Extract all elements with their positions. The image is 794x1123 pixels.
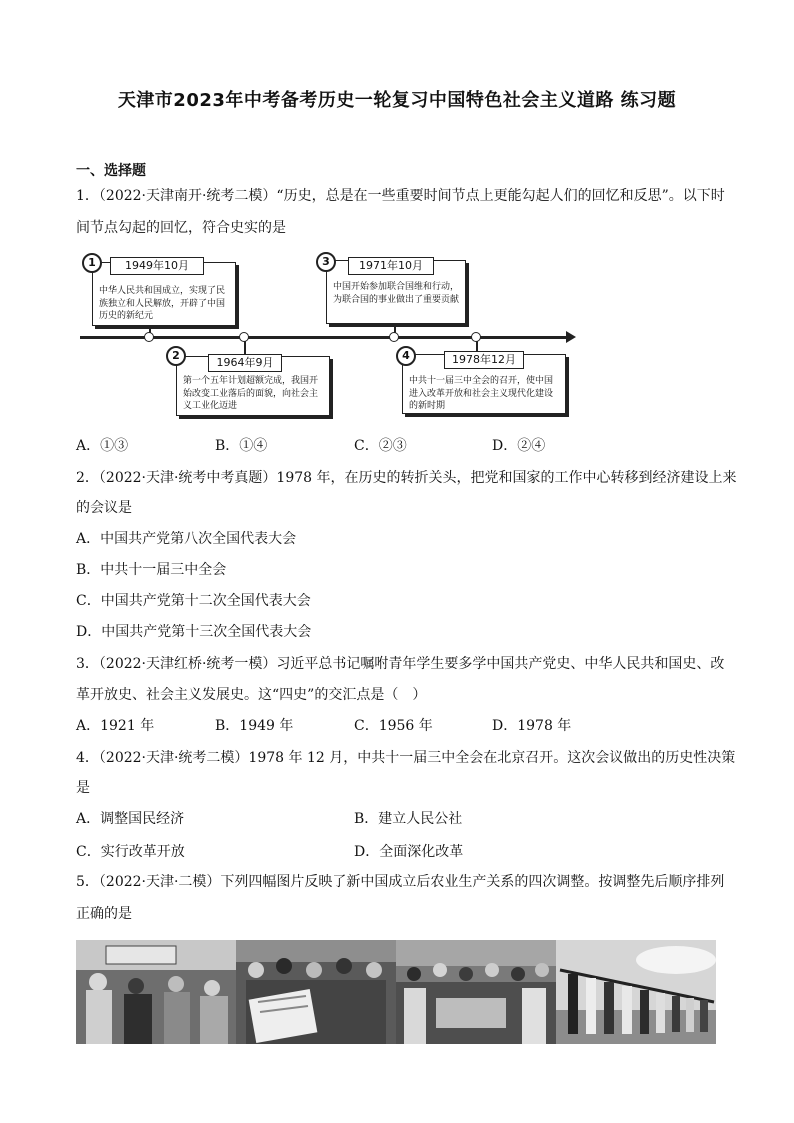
q4-option-d[interactable]: D．全面深化改革 (354, 844, 464, 860)
event-4-text: 中共十一届三中全会的召开，使中国进入改革开放和社会主义现代化建设的新时期 (409, 376, 554, 411)
q2-option-c[interactable]: C．中国共产党第十二次全国代表大会 (76, 593, 311, 609)
q3-stem-line2: 革开放史、社会主义发展史。这“四史”的交汇点是（ ） (76, 687, 427, 703)
event-1-text: 中华人民共和国成立，实现了民族独立和人民解放，开辟了中国历史的新纪元 (99, 286, 226, 321)
timeline-arrow-icon (566, 331, 576, 343)
q4-stem-line2: 是 (76, 780, 90, 796)
q4-option-b[interactable]: B．建立人民公社 (354, 811, 463, 827)
event-2-text: 第一个五年计划超额完成，我国开始改变工业落后的面貌，向社会主义工业化迈进 (183, 376, 319, 411)
q1-stem-line2: 间节点勾起的回忆，符合史实的是 (76, 220, 286, 236)
q1-option-b[interactable]: B．①④ (215, 438, 268, 454)
event-3-number-badge: 3 (316, 252, 336, 272)
q2-option-d[interactable]: D．中国共产党第十三次全国代表大会 (76, 624, 312, 640)
timeline-figure (80, 250, 580, 420)
event-1-number-badge: 1 (82, 253, 102, 273)
historical-photos-strip (76, 940, 716, 1044)
event-4-date: 1978年12月 (444, 351, 524, 369)
event-2-date: 1964年9月 (208, 354, 282, 372)
timeline-tick (239, 332, 249, 342)
q1-option-a[interactable]: A．①③ (76, 438, 129, 454)
photo-1 (76, 940, 236, 1044)
q1-option-d[interactable]: D．②④ (492, 438, 546, 454)
q3-option-c[interactable]: C．1956 年 (354, 718, 433, 734)
q3-option-b[interactable]: B．1949 年 (215, 718, 294, 734)
q2-stem-line2: 的会议是 (76, 500, 132, 516)
timeline-tick (389, 332, 399, 342)
q3-stem-line1: 3．（2022·天津红桥·统考一模）习近平总书记嘱咐青年学生要多学中国共产党史、中华人民共和国史、改 (76, 656, 725, 672)
q1-option-c[interactable]: C．②③ (354, 438, 407, 454)
photo-4 (556, 940, 716, 1044)
timeline-tick (471, 332, 481, 342)
event-1-date: 1949年10月 (110, 257, 204, 275)
q4-option-c[interactable]: C．实行改革开放 (76, 844, 185, 860)
q3-option-a[interactable]: A．1921 年 (76, 718, 155, 734)
event-3-text: 中国开始参加联合国维和行动，为联合国的事业做出了重要贡献 (333, 282, 460, 305)
q3-option-d[interactable]: D．1978 年 (492, 718, 572, 734)
page-title: 天津市2023年中考备考历史一轮复习中国特色社会主义道路 练习题 (117, 90, 677, 111)
q2-stem-line1: 2．（2022·天津·统考中考真题）1978 年，在历史的转折关头，把党和国家的工作中心转移到经济建设上来 (76, 470, 737, 486)
event-2-number-badge: 2 (166, 346, 186, 366)
event-4-number-badge: 4 (396, 346, 416, 366)
section-heading: 一、选择题 (76, 163, 146, 179)
photo-3 (396, 940, 556, 1044)
q4-stem-line1: 4．（2022·天津·统考二模）1978 年 12 月，中共十一届三中全会在北京召开。这次会议做出的历史性决策 (76, 750, 736, 766)
q2-option-a[interactable]: A．中国共产党第八次全国代表大会 (76, 531, 297, 547)
q5-stem-line1: 5．（2022·天津·二模）下列四幅图片反映了新中国成立后农业生产关系的四次调整。按调整先后顺序排列 (76, 874, 725, 890)
timeline-tick (144, 332, 154, 342)
event-3-date: 1971年10月 (348, 257, 434, 275)
q1-stem-line1: 1．（2022·天津南开·统考二模）“历史，总是在一些重要时间节点上更能勾起人们的回忆和反思”。以下时 (76, 188, 725, 204)
photo-2 (236, 940, 396, 1044)
q5-stem-line2: 正确的是 (76, 906, 132, 922)
q2-option-b[interactable]: B．中共十一届三中全会 (76, 562, 227, 578)
q4-option-a[interactable]: A．调整国民经济 (76, 811, 185, 827)
